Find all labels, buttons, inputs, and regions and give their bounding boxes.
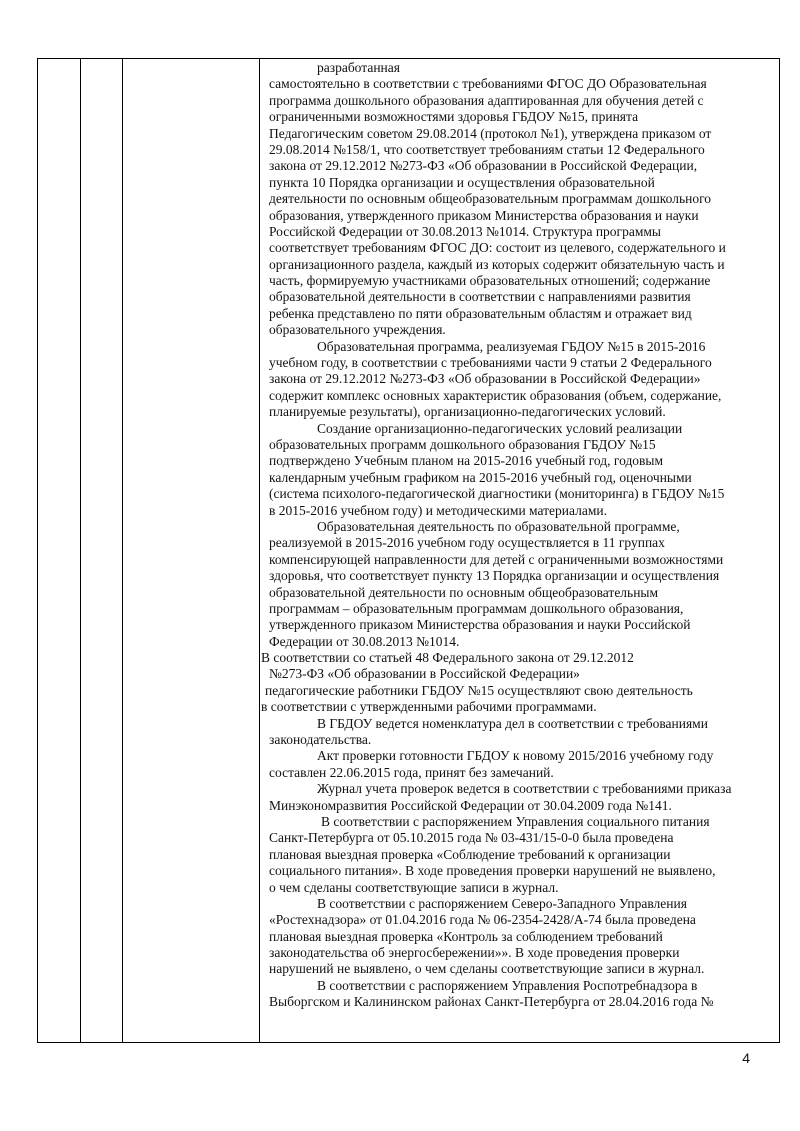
text-line: учебном году, в соответствии с требованиями части 9 статьи 2 Федерального — [269, 355, 712, 371]
text-line: пункта 10 Порядка организации и осуществления образовательной — [269, 174, 655, 190]
text-line: законодательства об энергосбережении»». В ходе проведения проверки — [269, 945, 680, 961]
text-line: ребенка представлено по пяти образовательным областям и отражает вид — [269, 305, 692, 321]
text-line: педагогические работники ГБДОУ №15 осуществляют свою деятельность — [265, 682, 693, 698]
text-line: образовательной деятельности по основным общеобразовательным — [269, 584, 659, 600]
column-divider-1 — [80, 59, 81, 1042]
text-line: соответствует требованиям ФГОС ДО: состоит из целевого, содержательного и — [269, 240, 726, 256]
text-line: программа дошкольного образования адаптированная для обучения детей с — [269, 92, 704, 108]
text-line: программам – образовательным программам дошкольного образования, — [269, 600, 684, 616]
text-line: Образовательная программа, реализуемая ГБДОУ №15 в 2015-2016 — [317, 338, 706, 354]
text-line: Образовательная деятельность по образовательной программе, — [317, 518, 680, 534]
text-line: деятельности по основным общеобразовательным программам дошкольного — [269, 191, 712, 207]
text-line: В соответствии со статьей 48 Федерального закона от 29.12.2012 — [261, 650, 634, 666]
text-line: (система психолого-педагогической диагностики (мониторинга) в ГБДОУ №15 — [269, 486, 725, 502]
page-number: 4 — [742, 1050, 750, 1066]
text-line: образовательной деятельности в соответствии с направлениями развития — [269, 289, 691, 305]
text-line: о чем сделаны соответствующие записи в журнал. — [269, 879, 559, 895]
text-line: в 2015-2016 учебном году) и методическими материалами. — [269, 502, 607, 518]
text-line: здоровья, что соответствует пункту 13 Порядка организации и осуществления — [269, 568, 720, 584]
text-line: №273-ФЗ «Об образовании в Российской Федерации» — [269, 666, 580, 682]
text-line: законодательства. — [269, 732, 372, 748]
text-line: Выборгском и Калининском районах Санкт-Петербурга от 28.04.2016 года № — [269, 994, 714, 1010]
text-line: образовательного учреждения. — [269, 322, 446, 338]
text-line: компенсирующей направленности для детей с ограниченными возможностями — [269, 551, 724, 567]
text-line: В соответствии с распоряжением Управления социального питания — [321, 813, 710, 829]
text-line: 29.08.2014 №158/1, что соответствует требованиям статьи 12 Федерального — [269, 141, 705, 157]
text-line: «Ростехнадзора» от 01.04.2016 года № 06-2354-2428/А-74 была проведена — [269, 912, 696, 928]
text-line: календарным учебным графиком на 2015-2016 учебный год, оценочными — [269, 469, 692, 485]
text-line: В ГБДОУ ведется номенклатура дел в соответствии с требованиями — [317, 715, 708, 731]
text-line: подтверждено Учебным планом на 2015-2016 учебный год, годовым — [269, 453, 664, 469]
report-table — [37, 58, 780, 1043]
text-line: закона от 29.12.2012 №273-ФЗ «Об образовании в Российской Федерации» — [269, 371, 701, 387]
text-line: составлен 22.06.2015 года, принят без замечаний. — [269, 764, 554, 780]
text-line: самостоятельно в соответствии с требованиями ФГОС ДО Образовательная — [269, 76, 707, 92]
text-line: Минэкономразвития Российской Федерации от 30.04.2009 года №141. — [269, 797, 672, 813]
text-line: плановая выездная проверка «Контроль за соблюдением требований — [269, 928, 663, 944]
text-line: закона от 29.12.2012 №273-ФЗ «Об образовании в Российской Федерации, — [269, 158, 698, 174]
text-line: образовательных программ дошкольного образования ГБДОУ №15 — [269, 436, 656, 452]
text-line: содержит комплекс основных характеристик образования (объем, содержание, — [269, 387, 722, 403]
text-line: В соответствии с распоряжением Управления Роспотребнадзора в — [317, 977, 698, 993]
text-line: Федерации от 30.08.2013 №1014. — [269, 633, 460, 649]
text-line: разработанная — [317, 60, 400, 75]
column-divider-2 — [122, 59, 123, 1042]
column-divider-3 — [259, 59, 260, 1042]
text-line: часть, формируемую участниками образовательных отношений; содержание — [269, 273, 711, 289]
text-line: реализуемой в 2015-2016 учебном году осуществляется в 11 группах — [269, 535, 665, 551]
text-line: в соответствии с утвержденными рабочими программами. — [261, 699, 597, 715]
text-line: утвержденного приказом Министерства образования и науки Российской — [269, 617, 691, 633]
text-line: плановая выездная проверка «Соблюдение требований к организации — [269, 846, 671, 862]
table-cell-text — [261, 60, 741, 1011]
text-line: Создание организационно-педагогических условий реализации — [317, 420, 683, 436]
text-line: В соответствии с распоряжением Северо-Западного Управления — [317, 895, 687, 911]
text-line: нарушений не выявлено, о чем сделаны соответствующие записи в журнал. — [269, 961, 705, 977]
text-line: социального питания». В ходе проведения проверки нарушений не выявлено, — [269, 863, 716, 879]
text-line: Санкт-Петербурга от 05.10.2015 года № 03-431/15-0-0 была проведена — [269, 830, 674, 846]
text-line: организационного раздела, каждый из которых содержит обязательную часть и — [269, 256, 725, 272]
text-line: Акт проверки готовности ГБДОУ к новому 2015/2016 учебному году — [317, 748, 714, 764]
text-line: Российской Федерации от 30.08.2013 №1014. Структура программы — [269, 223, 661, 239]
text-line: планируемые результаты), организационно-педагогических условий. — [269, 404, 666, 420]
text-line: Педагогическим советом 29.08.2014 (протокол №1), утверждена приказом от — [269, 125, 712, 141]
text-line: ограниченными возможностями здоровья ГБДОУ №15, принята — [269, 109, 639, 125]
text-line: образования, утвержденного приказом Министерства образования и науки — [269, 207, 699, 223]
text-line: Журнал учета проверок ведется в соответствии с требованиями приказа — [317, 781, 732, 797]
